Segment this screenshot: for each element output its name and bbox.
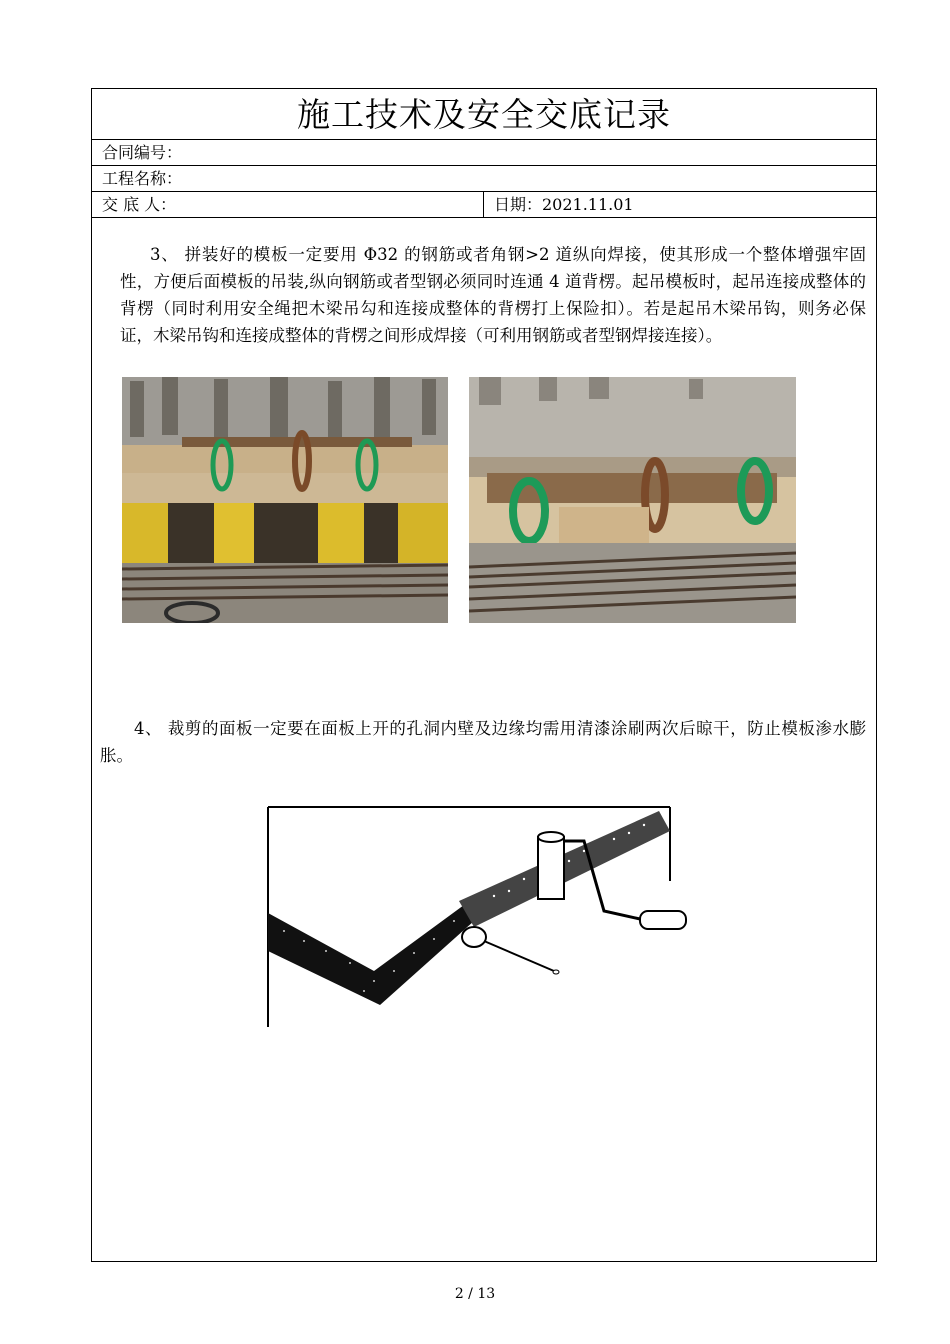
contract-no-row bbox=[92, 140, 876, 166]
form-title: 施工技术及安全交底记录 bbox=[92, 89, 876, 140]
project-name-row bbox=[92, 166, 876, 192]
record-form bbox=[91, 88, 877, 1262]
row-divider bbox=[483, 192, 484, 217]
presenter-label: 交 底 人： bbox=[102, 195, 177, 214]
date-label: 日期：2021.11.01 bbox=[494, 195, 634, 214]
varnish-painting-illustration bbox=[264, 801, 704, 1031]
item-4-paragraph: 4、 裁剪的面板一定要在面板上开的孔洞内壁及边缘均需用清漆涂刷两次后晾干，防止模板渗水膨胀。 bbox=[100, 719, 866, 765]
page-number: 2 / 13 bbox=[454, 1286, 496, 1302]
formwork-photo-1 bbox=[122, 377, 448, 623]
project-name-label: 工程名称： bbox=[102, 169, 183, 188]
item-3-paragraph: 3、 拼装好的模板一定要用 Φ32 的钢筋或者角钢>2 道纵向焊接，使其形成一个整体增强牢固性，方便后面模板的吊装,纵向钢筋或者型钢必须同时连通 4 道背楞。起吊模板时，起吊连接成整体的背楞（同时利用安全绳把木梁吊勾和连接成整体的背楞打上保险扣）。若是起吊木梁吊钩，则务必保证，木梁吊钩和连接成整体的背楞之间形成焊接（可利用钢筋或者型钢焊接连接）。 bbox=[120, 245, 866, 345]
formwork-photo-2 bbox=[469, 377, 796, 623]
contract-no-label: 合同编号： bbox=[102, 143, 183, 162]
presenter-date-row bbox=[92, 192, 876, 218]
